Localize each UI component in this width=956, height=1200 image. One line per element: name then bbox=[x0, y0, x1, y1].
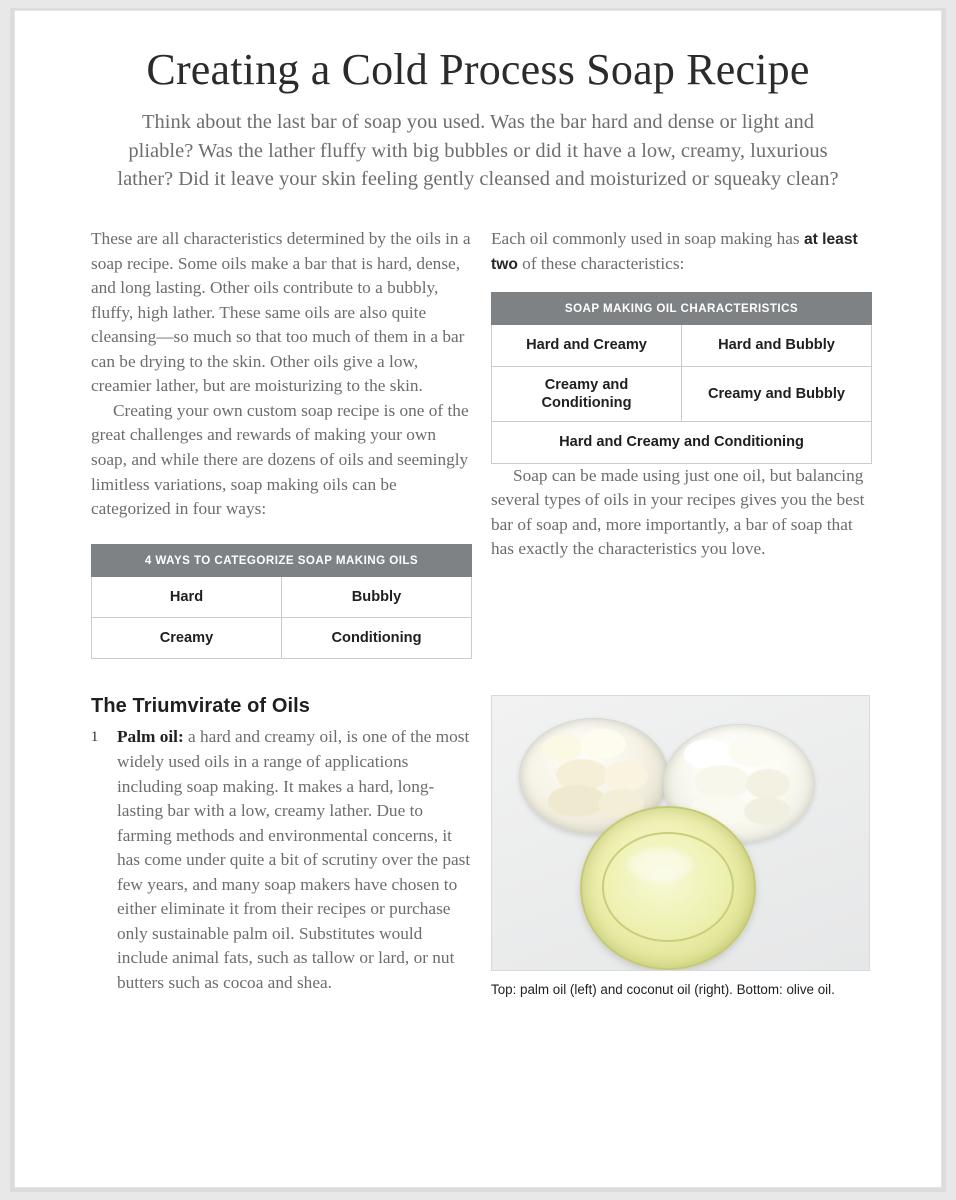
list-item-number: 1 bbox=[91, 729, 99, 746]
table-cell: Conditioning bbox=[282, 618, 472, 659]
right-paragraph-after-table: Soap can be made using just one oil, but balancing several types of oils in your recipes gives you the best bar of soap and, more importantly, a bar of soap that has exactly the characteristics you love. bbox=[491, 465, 865, 559]
table-row bbox=[492, 325, 872, 366]
lower-right-column bbox=[491, 695, 872, 998]
lower-two-column-area bbox=[15, 695, 941, 998]
section-heading-triumvirate: The Triumvirate of Oils bbox=[91, 695, 311, 718]
table-cell: Hard bbox=[92, 576, 282, 617]
olive-oil-bowl bbox=[580, 806, 756, 970]
right-intro-text-before: Each oil commonly used in soap making has bbox=[491, 229, 804, 249]
list-item-body: a hard and creamy oil, is one of the most widely used oils in a range of applications including soap making. It makes a hard, long-lasting bar with a low, creamy lather. Due to farming methods and environmental concerns, it has come under quite a bit of scrutiny over the past few years, and many soap makers have chosen to either eliminate it from their recipes or purchase only sustainable palm oil. Substitutes would include animal fats, such as tallow or lard, or nut butters such as cocoa and shea. bbox=[117, 727, 471, 992]
upper-two-column-area bbox=[15, 227, 941, 659]
table-cell-full-width: Hard and Creamy and Conditioning bbox=[492, 422, 872, 463]
list-item-lead-term: Palm oil: bbox=[117, 727, 184, 747]
table-row bbox=[492, 422, 872, 463]
left-paragraph-1: These are all characteristics determined by the oils in a soap recipe. Some oils make a bar that is hard, dense, and long lasting. Other oils contribute to a bubbly, fluffy, high lather. These same oils are also quite cleansing—so much so that too much of them in a bar can be drying to the skin. Other oils give a low, creamier lather, but are moisturizing to the skin. bbox=[91, 229, 471, 396]
oils-photo bbox=[491, 695, 870, 971]
right-intro-text-after: of these characteristics: bbox=[517, 253, 685, 273]
table-cell: Hard and Bubbly bbox=[682, 325, 872, 366]
figure-caption: Top: palm oil (left) and coconut oil (right). Bottom: olive oil. bbox=[491, 982, 835, 998]
table-oil-characteristics-header: SOAP MAKING OIL CHARACTERISTICS bbox=[492, 293, 872, 325]
table-four-ways-to-categorize bbox=[91, 544, 472, 660]
lower-left-column bbox=[91, 695, 472, 998]
table-row bbox=[92, 618, 472, 659]
table-row bbox=[92, 576, 472, 617]
table-cell: Bubbly bbox=[282, 576, 472, 617]
right-intro-paragraph bbox=[491, 227, 872, 276]
table-cell: Creamy bbox=[92, 618, 282, 659]
table-header-row bbox=[492, 293, 872, 325]
left-paragraph-2: Creating your own custom soap recipe is one of the great challenges and rewards of making your own soap, and while there are dozens of oils and seemingly limitless variations, soap making oils can be categorized in four ways: bbox=[91, 400, 469, 519]
table-soap-making-oil-characteristics bbox=[491, 292, 872, 464]
table-four-ways-header: 4 WAYS TO CATEGORIZE SOAP MAKING OILS bbox=[92, 544, 472, 576]
table-cell: Creamy and Conditioning bbox=[492, 366, 682, 422]
table-cell: Hard and Creamy bbox=[492, 325, 682, 366]
table-row bbox=[492, 366, 872, 422]
page-title: Creating a Cold Process Soap Recipe bbox=[146, 45, 810, 94]
right-column bbox=[491, 227, 872, 659]
list-item bbox=[91, 725, 472, 995]
document-page bbox=[14, 10, 942, 1188]
right-intro-emphasis: at least two bbox=[491, 231, 858, 273]
lede-paragraph: Think about the last bar of soap you used. Was the bar hard and dense or light and pliable? Was the lather fluffy with big bubbles or did it have a low, creamy, luxurious lather? Did it leave your skin feeling gently cleansed and moisturized or squeaky clean? bbox=[117, 111, 839, 190]
list-item-text bbox=[117, 725, 472, 995]
left-column bbox=[91, 227, 472, 659]
table-cell: Creamy and Bubbly bbox=[682, 366, 872, 422]
table-header-row bbox=[92, 544, 472, 576]
